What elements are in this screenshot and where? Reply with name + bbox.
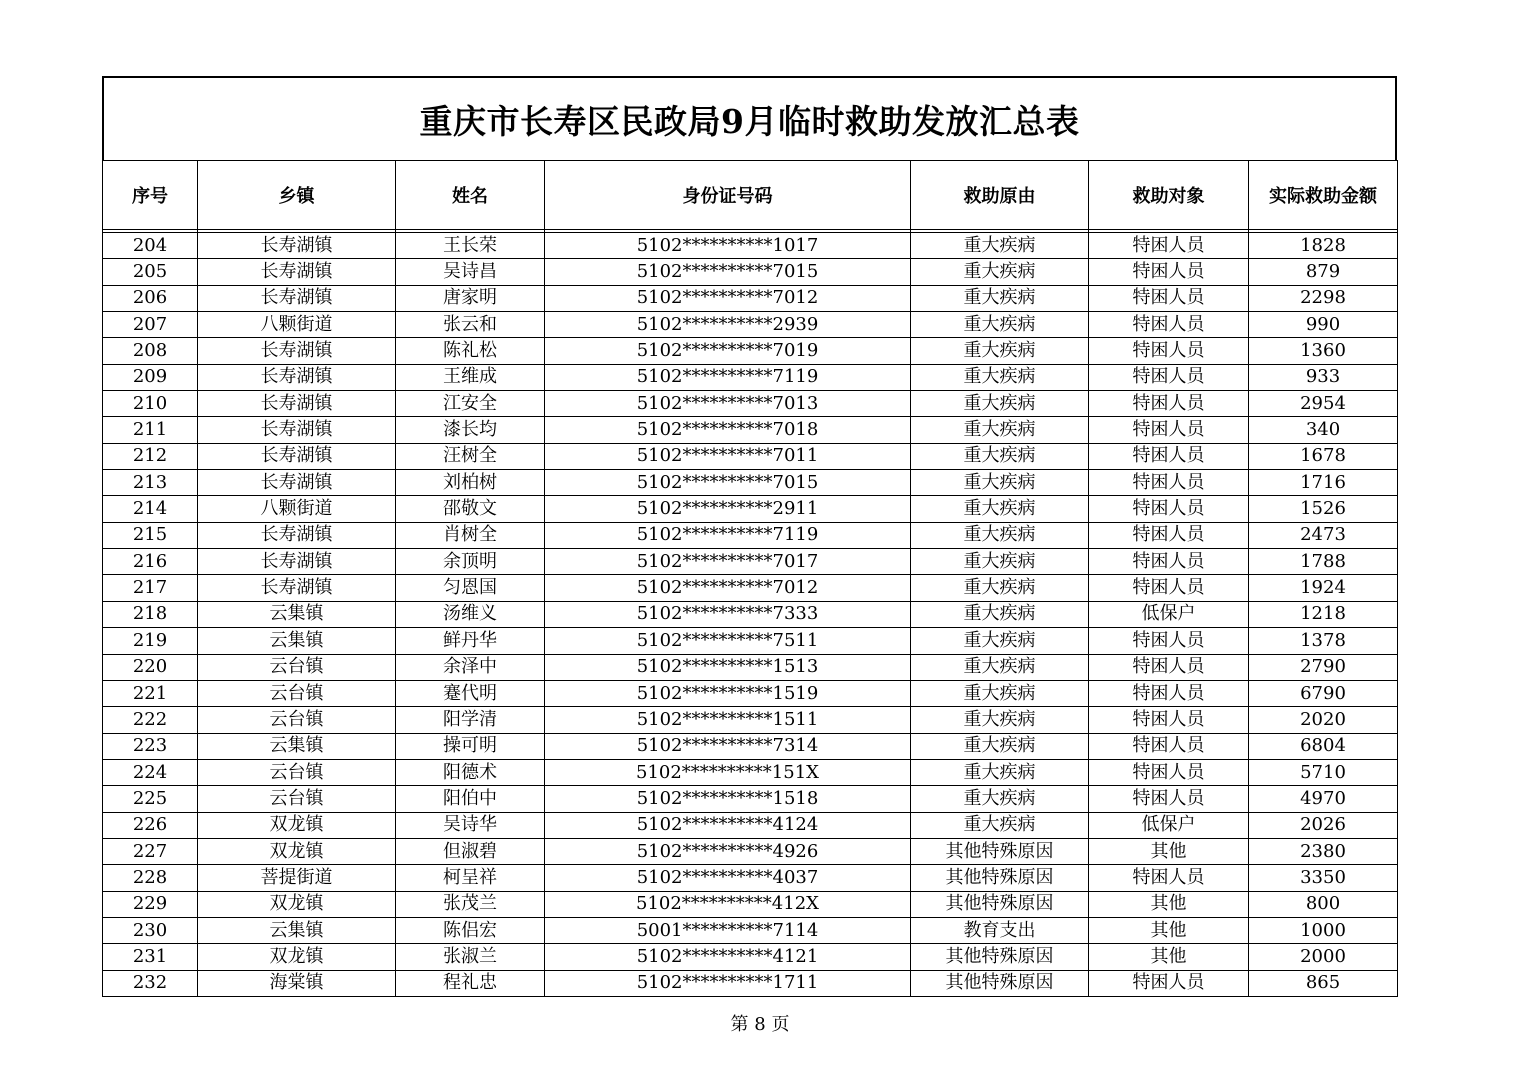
- cell-index: 224: [103, 759, 198, 785]
- cell-recipient-type: 特困人员: [1089, 259, 1249, 285]
- cell-amount: 2954: [1249, 391, 1398, 417]
- cell-amount: 1360: [1249, 338, 1398, 364]
- cell-reason: 教育支出: [911, 917, 1089, 943]
- cell-recipient-type: 其他: [1089, 891, 1249, 917]
- cell-amount: 1378: [1249, 628, 1398, 654]
- cell-reason: 重大疾病: [911, 549, 1089, 575]
- table-row: [103, 364, 1398, 390]
- cell-township: 云集镇: [198, 733, 396, 759]
- cell-reason: 重大疾病: [911, 417, 1089, 443]
- cell-id-number: 5102**********7011: [545, 443, 911, 469]
- cell-name: 吴诗华: [396, 812, 545, 838]
- cell-reason: 重大疾病: [911, 259, 1089, 285]
- cell-name: 余顶明: [396, 549, 545, 575]
- cell-recipient-type: 特困人员: [1089, 470, 1249, 496]
- cell-recipient-type: 特困人员: [1089, 233, 1249, 259]
- cell-amount: 1526: [1249, 496, 1398, 522]
- cell-township: 双龙镇: [198, 838, 396, 864]
- cell-id-number: 5102**********1017: [545, 233, 911, 259]
- cell-township: 长寿湖镇: [198, 233, 396, 259]
- cell-index: 220: [103, 654, 198, 680]
- cell-reason: 其他特殊原因: [911, 970, 1089, 996]
- cell-recipient-type: 特困人员: [1089, 496, 1249, 522]
- cell-recipient-type: 特困人员: [1089, 707, 1249, 733]
- table-row: [103, 707, 1398, 733]
- cell-id-number: 5102**********7017: [545, 549, 911, 575]
- cell-township: 长寿湖镇: [198, 575, 396, 601]
- table-row: [103, 917, 1398, 943]
- cell-recipient-type: 特困人员: [1089, 522, 1249, 548]
- cell-township: 八颗街道: [198, 496, 396, 522]
- cell-name: 唐家明: [396, 285, 545, 311]
- cell-id-number: 5102**********1519: [545, 680, 911, 706]
- cell-index: 229: [103, 891, 198, 917]
- cell-recipient-type: 特困人员: [1089, 417, 1249, 443]
- cell-recipient-type: 特困人员: [1089, 786, 1249, 812]
- cell-township: 长寿湖镇: [198, 470, 396, 496]
- cell-name: 张茂兰: [396, 891, 545, 917]
- cell-township: 海棠镇: [198, 970, 396, 996]
- cell-name: 陈侣宏: [396, 917, 545, 943]
- header-row: [103, 161, 1398, 230]
- table-row: [103, 522, 1398, 548]
- cell-amount: 6804: [1249, 733, 1398, 759]
- table-row: [103, 786, 1398, 812]
- cell-id-number: 5102**********412X: [545, 891, 911, 917]
- cell-reason: 重大疾病: [911, 285, 1089, 311]
- cell-recipient-type: 其他: [1089, 917, 1249, 943]
- cell-amount: 2000: [1249, 944, 1398, 970]
- title-box: [102, 76, 1397, 160]
- cell-amount: 2026: [1249, 812, 1398, 838]
- cell-reason: 重大疾病: [911, 233, 1089, 259]
- cell-index: 231: [103, 944, 198, 970]
- cell-township: 双龙镇: [198, 891, 396, 917]
- col-header-name: 姓名: [396, 161, 545, 230]
- cell-name: 张淑兰: [396, 944, 545, 970]
- cell-index: 216: [103, 549, 198, 575]
- table-body: [103, 230, 1398, 997]
- cell-township: 双龙镇: [198, 944, 396, 970]
- relief-table: [102, 160, 1398, 997]
- cell-name: 邵敬文: [396, 496, 545, 522]
- table-row: [103, 575, 1398, 601]
- cell-index: 221: [103, 680, 198, 706]
- cell-recipient-type: 特困人员: [1089, 733, 1249, 759]
- cell-recipient-type: 其他: [1089, 838, 1249, 864]
- cell-reason: 重大疾病: [911, 496, 1089, 522]
- table-row: [103, 838, 1398, 864]
- cell-name: 汪树全: [396, 443, 545, 469]
- table-row: [103, 601, 1398, 627]
- cell-id-number: 5102**********7013: [545, 391, 911, 417]
- cell-id-number: 5001**********7114: [545, 917, 911, 943]
- cell-recipient-type: 特困人员: [1089, 654, 1249, 680]
- cell-township: 云台镇: [198, 654, 396, 680]
- cell-id-number: 5102**********7314: [545, 733, 911, 759]
- summary-sheet: [102, 76, 1397, 997]
- cell-id-number: 5102**********7333: [545, 601, 911, 627]
- cell-township: 云台镇: [198, 786, 396, 812]
- cell-amount: 2298: [1249, 285, 1398, 311]
- cell-name: 程礼忠: [396, 970, 545, 996]
- cell-township: 云台镇: [198, 759, 396, 785]
- cell-id-number: 5102**********4037: [545, 865, 911, 891]
- cell-recipient-type: 特困人员: [1089, 970, 1249, 996]
- table-row: [103, 759, 1398, 785]
- col-header-id-number: 身份证号码: [545, 161, 911, 230]
- cell-id-number: 5102**********7019: [545, 338, 911, 364]
- table-row: [103, 628, 1398, 654]
- col-header-index: 序号: [103, 161, 198, 230]
- cell-reason: 重大疾病: [911, 786, 1089, 812]
- cell-recipient-type: 特困人员: [1089, 312, 1249, 338]
- cell-recipient-type: 特困人员: [1089, 759, 1249, 785]
- cell-amount: 3350: [1249, 865, 1398, 891]
- table-row: [103, 654, 1398, 680]
- cell-index: 215: [103, 522, 198, 548]
- cell-name: 张云和: [396, 312, 545, 338]
- cell-reason: 重大疾病: [911, 391, 1089, 417]
- cell-township: 长寿湖镇: [198, 285, 396, 311]
- cell-reason: 重大疾病: [911, 601, 1089, 627]
- cell-reason: 其他特殊原因: [911, 891, 1089, 917]
- page-title: 重庆市长寿区民政局9月临时救助发放汇总表: [419, 101, 1080, 141]
- table-row: [103, 233, 1398, 259]
- cell-id-number: 5102**********7012: [545, 285, 911, 311]
- cell-township: 菩提街道: [198, 865, 396, 891]
- cell-id-number: 5102**********4926: [545, 838, 911, 864]
- cell-id-number: 5102**********7119: [545, 364, 911, 390]
- cell-recipient-type: 低保户: [1089, 601, 1249, 627]
- cell-reason: 重大疾病: [911, 628, 1089, 654]
- cell-reason: 重大疾病: [911, 733, 1089, 759]
- cell-index: 219: [103, 628, 198, 654]
- cell-recipient-type: 特困人员: [1089, 285, 1249, 311]
- table-row: [103, 417, 1398, 443]
- cell-id-number: 5102**********2911: [545, 496, 911, 522]
- cell-index: 214: [103, 496, 198, 522]
- cell-reason: 重大疾病: [911, 364, 1089, 390]
- cell-reason: 重大疾病: [911, 443, 1089, 469]
- cell-amount: 1218: [1249, 601, 1398, 627]
- table-row: [103, 944, 1398, 970]
- cell-name: 陈礼松: [396, 338, 545, 364]
- cell-amount: 1924: [1249, 575, 1398, 601]
- table-row: [103, 549, 1398, 575]
- cell-amount: 5710: [1249, 759, 1398, 785]
- cell-recipient-type: 特困人员: [1089, 865, 1249, 891]
- table-row: [103, 470, 1398, 496]
- cell-township: 长寿湖镇: [198, 338, 396, 364]
- col-header-recipient-type: 救助对象: [1089, 161, 1249, 230]
- table-row: [103, 259, 1398, 285]
- cell-reason: 重大疾病: [911, 522, 1089, 548]
- cell-township: 长寿湖镇: [198, 522, 396, 548]
- cell-index: 204: [103, 233, 198, 259]
- cell-amount: 1000: [1249, 917, 1398, 943]
- cell-amount: 2380: [1249, 838, 1398, 864]
- page-number: 第 8 页: [730, 1014, 790, 1035]
- cell-recipient-type: 其他: [1089, 944, 1249, 970]
- cell-name: 汤维义: [396, 601, 545, 627]
- cell-township: 云集镇: [198, 917, 396, 943]
- cell-amount: 2020: [1249, 707, 1398, 733]
- cell-amount: 933: [1249, 364, 1398, 390]
- cell-index: 223: [103, 733, 198, 759]
- cell-amount: 1788: [1249, 549, 1398, 575]
- cell-id-number: 5102**********7015: [545, 470, 911, 496]
- cell-index: 208: [103, 338, 198, 364]
- cell-township: 长寿湖镇: [198, 549, 396, 575]
- cell-recipient-type: 特困人员: [1089, 680, 1249, 706]
- cell-township: 长寿湖镇: [198, 443, 396, 469]
- table-row: [103, 312, 1398, 338]
- cell-id-number: 5102**********7119: [545, 522, 911, 548]
- col-header-township: 乡镇: [198, 161, 396, 230]
- cell-recipient-type: 低保户: [1089, 812, 1249, 838]
- cell-id-number: 5102**********1518: [545, 786, 911, 812]
- table-row: [103, 443, 1398, 469]
- cell-index: 212: [103, 443, 198, 469]
- cell-index: 230: [103, 917, 198, 943]
- cell-recipient-type: 特困人员: [1089, 628, 1249, 654]
- cell-index: 209: [103, 364, 198, 390]
- cell-amount: 340: [1249, 417, 1398, 443]
- cell-id-number: 5102**********151X: [545, 759, 911, 785]
- cell-index: 206: [103, 285, 198, 311]
- cell-amount: 2790: [1249, 654, 1398, 680]
- cell-name: 阳德术: [396, 759, 545, 785]
- cell-reason: 重大疾病: [911, 812, 1089, 838]
- cell-township: 长寿湖镇: [198, 417, 396, 443]
- cell-index: 217: [103, 575, 198, 601]
- table-row: [103, 812, 1398, 838]
- cell-amount: 1678: [1249, 443, 1398, 469]
- cell-index: 211: [103, 417, 198, 443]
- cell-township: 云集镇: [198, 628, 396, 654]
- cell-township: 八颗街道: [198, 312, 396, 338]
- cell-recipient-type: 特困人员: [1089, 443, 1249, 469]
- cell-amount: 2473: [1249, 522, 1398, 548]
- cell-reason: 其他特殊原因: [911, 838, 1089, 864]
- cell-name: 漆长均: [396, 417, 545, 443]
- cell-index: 222: [103, 707, 198, 733]
- col-header-reason: 救助原由: [911, 161, 1089, 230]
- cell-township: 云集镇: [198, 601, 396, 627]
- cell-index: 213: [103, 470, 198, 496]
- table-row: [103, 970, 1398, 996]
- cell-name: 王长荣: [396, 233, 545, 259]
- cell-name: 江安全: [396, 391, 545, 417]
- cell-reason: 重大疾病: [911, 338, 1089, 364]
- cell-id-number: 5102**********1711: [545, 970, 911, 996]
- cell-recipient-type: 特困人员: [1089, 549, 1249, 575]
- cell-id-number: 5102**********4121: [545, 944, 911, 970]
- cell-name: 柯呈祥: [396, 865, 545, 891]
- cell-reason: 重大疾病: [911, 470, 1089, 496]
- cell-reason: 其他特殊原因: [911, 865, 1089, 891]
- cell-township: 长寿湖镇: [198, 364, 396, 390]
- cell-township: 云台镇: [198, 707, 396, 733]
- cell-name: 刘柏树: [396, 470, 545, 496]
- cell-id-number: 5102**********7012: [545, 575, 911, 601]
- cell-name: 王维成: [396, 364, 545, 390]
- cell-reason: 重大疾病: [911, 707, 1089, 733]
- cell-reason: 重大疾病: [911, 680, 1089, 706]
- cell-index: 207: [103, 312, 198, 338]
- cell-name: 肖树全: [396, 522, 545, 548]
- cell-township: 云台镇: [198, 680, 396, 706]
- cell-id-number: 5102**********7018: [545, 417, 911, 443]
- cell-id-number: 5102**********2939: [545, 312, 911, 338]
- cell-name: 阳学清: [396, 707, 545, 733]
- cell-amount: 1828: [1249, 233, 1398, 259]
- cell-name: 阳伯中: [396, 786, 545, 812]
- cell-id-number: 5102**********7015: [545, 259, 911, 285]
- cell-amount: 6790: [1249, 680, 1398, 706]
- cell-recipient-type: 特困人员: [1089, 364, 1249, 390]
- table-row: [103, 285, 1398, 311]
- cell-reason: 其他特殊原因: [911, 944, 1089, 970]
- cell-name: 蹇代明: [396, 680, 545, 706]
- cell-amount: 879: [1249, 259, 1398, 285]
- cell-township: 长寿湖镇: [198, 259, 396, 285]
- table-row: [103, 391, 1398, 417]
- cell-township: 长寿湖镇: [198, 391, 396, 417]
- cell-id-number: 5102**********7511: [545, 628, 911, 654]
- cell-amount: 865: [1249, 970, 1398, 996]
- cell-index: 218: [103, 601, 198, 627]
- table-row: [103, 680, 1398, 706]
- cell-id-number: 5102**********4124: [545, 812, 911, 838]
- table-row: [103, 733, 1398, 759]
- cell-reason: 重大疾病: [911, 654, 1089, 680]
- cell-index: 232: [103, 970, 198, 996]
- cell-index: 227: [103, 838, 198, 864]
- cell-id-number: 5102**********1511: [545, 707, 911, 733]
- table-row: [103, 891, 1398, 917]
- cell-name: 但淑碧: [396, 838, 545, 864]
- cell-amount: 990: [1249, 312, 1398, 338]
- cell-index: 210: [103, 391, 198, 417]
- table-row: [103, 338, 1398, 364]
- cell-index: 205: [103, 259, 198, 285]
- table-row: [103, 865, 1398, 891]
- cell-recipient-type: 特困人员: [1089, 338, 1249, 364]
- cell-reason: 重大疾病: [911, 575, 1089, 601]
- cell-index: 225: [103, 786, 198, 812]
- cell-amount: 1716: [1249, 470, 1398, 496]
- cell-recipient-type: 特困人员: [1089, 575, 1249, 601]
- cell-name: 鲜丹华: [396, 628, 545, 654]
- cell-amount: 4970: [1249, 786, 1398, 812]
- cell-recipient-type: 特困人员: [1089, 391, 1249, 417]
- cell-name: 余泽中: [396, 654, 545, 680]
- cell-reason: 重大疾病: [911, 759, 1089, 785]
- col-header-amount: 实际救助金额: [1249, 161, 1398, 230]
- cell-index: 228: [103, 865, 198, 891]
- cell-name: 操可明: [396, 733, 545, 759]
- cell-amount: 800: [1249, 891, 1398, 917]
- cell-reason: 重大疾病: [911, 312, 1089, 338]
- table-row: [103, 496, 1398, 522]
- cell-name: 匀恩国: [396, 575, 545, 601]
- cell-name: 吴诗昌: [396, 259, 545, 285]
- cell-index: 226: [103, 812, 198, 838]
- cell-township: 双龙镇: [198, 812, 396, 838]
- cell-id-number: 5102**********1513: [545, 654, 911, 680]
